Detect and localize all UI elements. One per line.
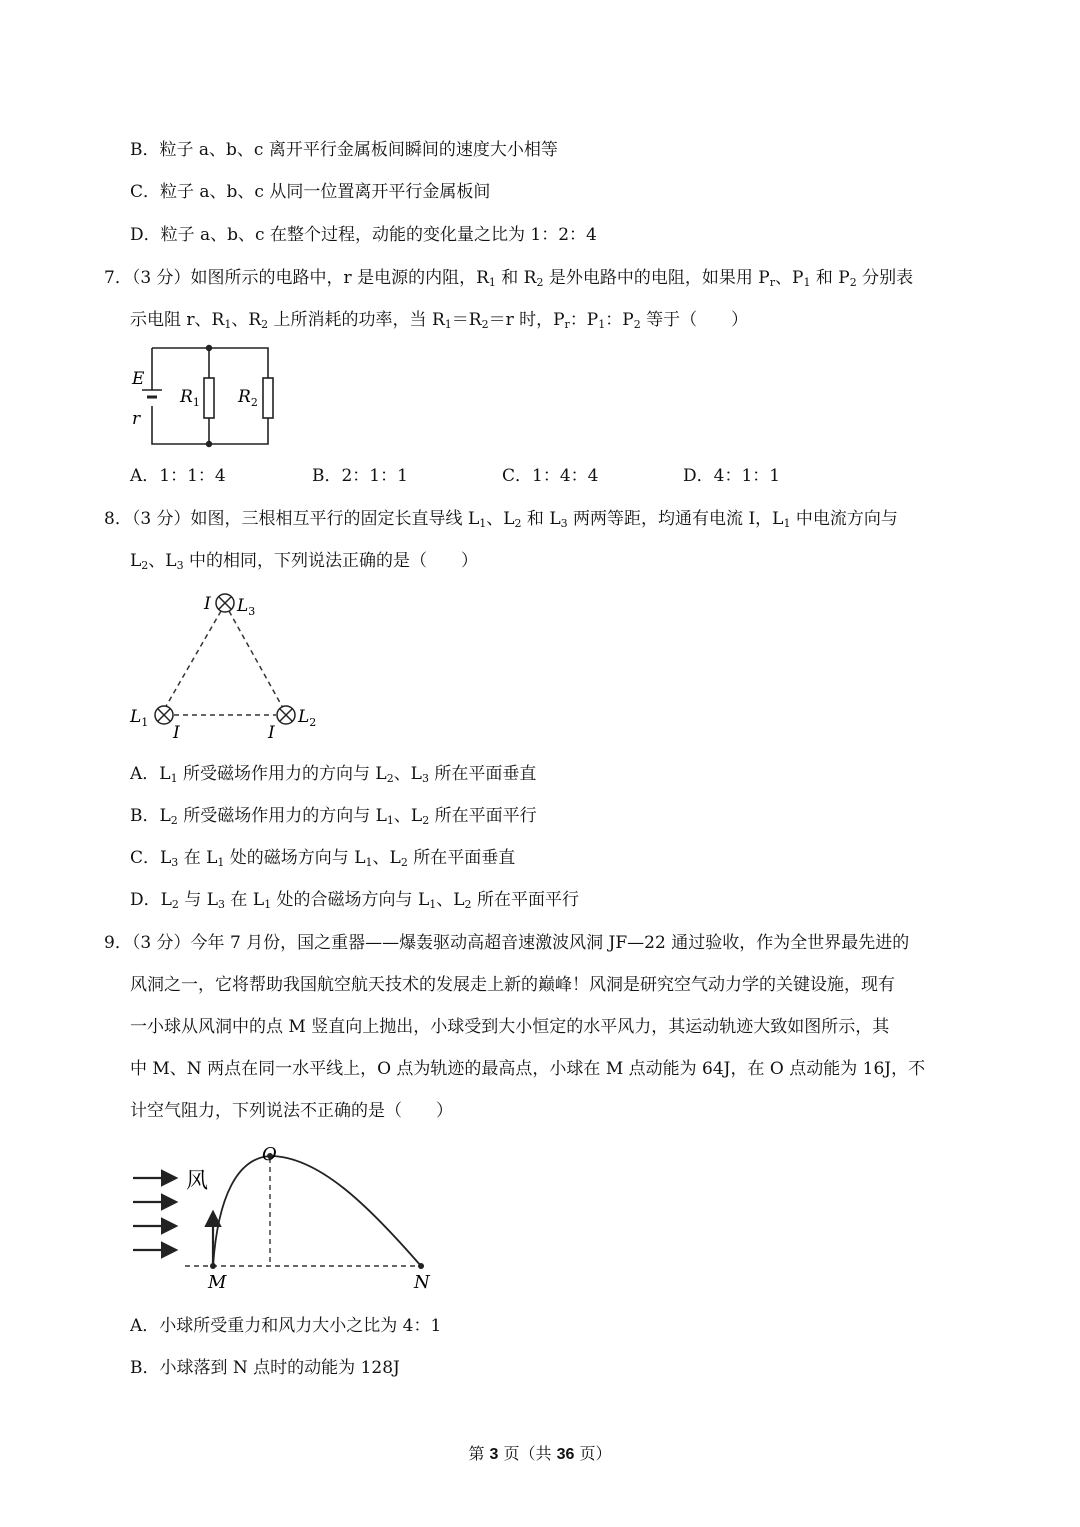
wire-symbols: [155, 594, 295, 724]
q9-option-a: A．小球所受重力和风力大小之比为 4：1: [130, 1316, 442, 1336]
q9-wind-tunnel-figure: [128, 1140, 448, 1295]
l3-current-label: I: [204, 594, 211, 614]
q6-option-c: C．粒子 a、b、c 从同一位置离开平行金属板间: [130, 182, 491, 202]
q9-stem-line2: 风洞之一，它将帮助我国航空航天技术的发展走上新的巅峰！风洞是研究空气动力学的关键设施，现有: [130, 975, 895, 995]
r1-label: $R_1$: [180, 387, 200, 409]
internal-resistance-label: r: [132, 409, 141, 429]
l3-label: $L_3$: [237, 596, 256, 618]
q9-stem-line3: 一小球从风洞中的点 M 竖直向上抛出，小球受到大小恒定的水平风力，其运动轨迹大致如图所示，其: [130, 1017, 890, 1037]
point-n-label: N: [414, 1272, 430, 1293]
point-m-label: M: [208, 1272, 227, 1293]
q8-stem-line1: 8．（3 分）如图，三根相互平行的固定长直导线 $L_1$、$L_2$ 和 $L_3$ 两两等距，均通有电流 I，$L_1$ 中电流方向与: [104, 509, 898, 530]
l1-label: $L_1$: [130, 707, 149, 729]
q7-option-d: D．4：1：1: [683, 466, 781, 486]
q7-option-c: C．1：4：4: [502, 466, 599, 486]
q8-option-d: D．$L_2$ 与 $L_3$ 在 $L_1$ 处的合磁场方向与 $L_1$、$L_2$ 所在平面平行: [130, 890, 579, 911]
l2-current-label: I: [268, 723, 275, 743]
l2-label: $L_2$: [298, 707, 317, 729]
l1-current-label: I: [173, 723, 180, 743]
r2-label: $R_2$: [238, 387, 258, 409]
q7-options: [130, 464, 1030, 488]
q7-option-b: B．2：1：1: [312, 466, 408, 486]
q9-option-b: B．小球落到 N 点时的动能为 128J: [130, 1358, 400, 1378]
q8-option-c: C．$L_3$ 在 $L_1$ 处的磁场方向与 $L_1$、$L_2$ 所在平面垂直: [130, 848, 516, 869]
page-footer: 第 3 页（共 36 页）: [468, 1444, 612, 1463]
point-o-label: O: [262, 1144, 277, 1165]
q8-option-a: A．$L_1$ 所受磁场作用力的方向与 $L_2$、$L_3$ 所在平面垂直: [130, 764, 537, 785]
trajectory-curve: [213, 1156, 421, 1266]
wind-arrows: [133, 1178, 174, 1250]
q8-stem-line2: $L_2$、$L_3$ 中的相同，下列说法正确的是（ ）: [130, 551, 478, 572]
emf-label: E: [132, 369, 145, 389]
q9-stem-line1: 9．（3 分）今年 7 月份，国之重器——爆轰驱动高超音速激波风洞 JF—22 通过验收，作为全世界最先进的: [104, 933, 910, 953]
q7-stem-line1: 7．（3 分）如图所示的电路中，r 是电源的内阻，$R_1$ 和 $R_2$ 是外电路中的电阻，如果用 $P_r$、$P_1$ 和 $P_2$ 分别表: [104, 268, 914, 289]
q9-stem-line5: 计空气阻力，下列说法不正确的是（ ）: [130, 1101, 453, 1121]
q8-wires-figure: [128, 588, 328, 743]
q7-stem-line2: 示电阻 r、$R_1$、$R_2$ 上所消耗的功率，当 $R_1=R_2=r$ 时，$P_r$：$P_1$：$P_2$ 等于（ ）: [130, 310, 749, 331]
q7-option-a: A．1：1：4: [130, 466, 226, 486]
q7-circuit-figure: [128, 340, 278, 450]
q8-option-b: B．$L_2$ 所受磁场作用力的方向与 $L_1$、$L_2$ 所在平面平行: [130, 806, 537, 827]
q6-option-d: D．粒子 a、b、c 在整个过程，动能的变化量之比为 1：2：4: [130, 225, 597, 245]
q9-stem-line4: 中 M、N 两点在同一水平线上，O 点为轨迹的最高点，小球在 M 点动能为 64J，在 O 点动能为 16J，不: [130, 1059, 926, 1079]
q6-option-b: B．粒子 a、b、c 离开平行金属板间瞬间的速度大小相等: [130, 140, 558, 160]
wind-label: 风: [186, 1169, 209, 1194]
